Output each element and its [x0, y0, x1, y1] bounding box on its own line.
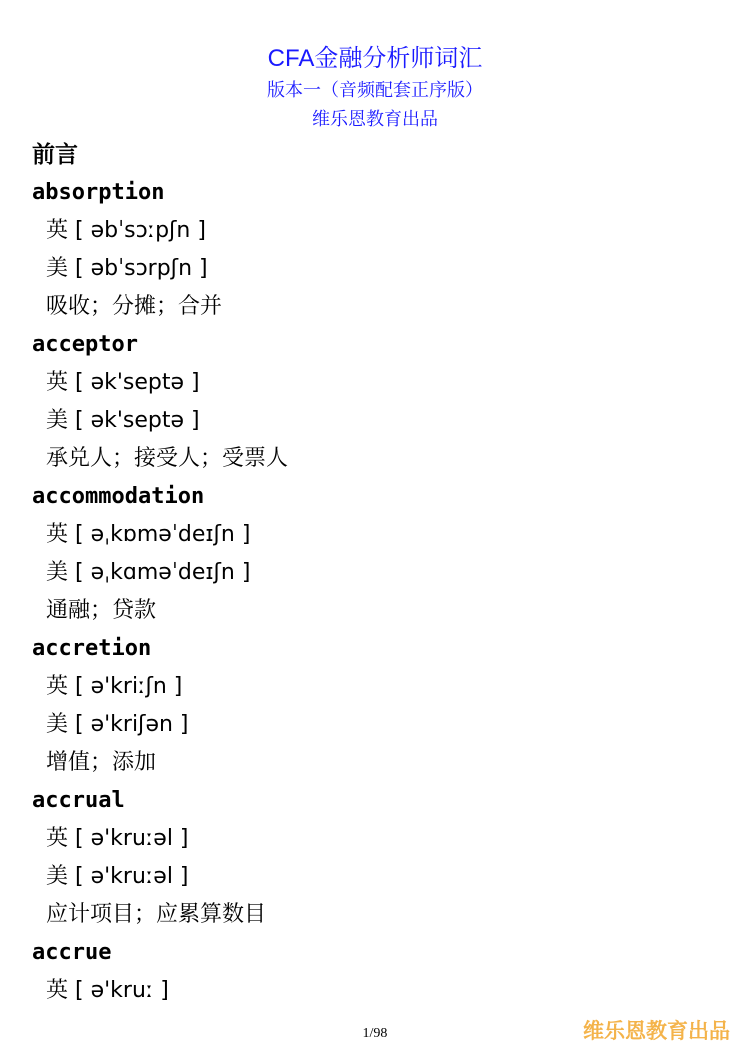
uk-pronunciation: 英 [ ək'septə ] — [46, 370, 200, 395]
vocab-entry — [32, 782, 732, 934]
document-header — [0, 42, 750, 134]
vocab-entry — [32, 174, 732, 326]
publisher-watermark: 维乐恩教育出品 — [583, 1019, 730, 1043]
entry-meaning: 增值；添加 — [46, 750, 157, 775]
preface-heading: 前言 — [32, 142, 78, 168]
uk-pronunciation: 英 [ ə'kruː ] — [46, 978, 169, 1003]
entry-word: acceptor — [32, 332, 138, 357]
uk-pronunciation: 英 [ əˌkɒməˈdeɪʃn ] — [46, 522, 251, 547]
vocab-entry — [32, 478, 732, 630]
us-pronunciation: 美 [ ə'kriʃən ] — [46, 712, 189, 737]
entry-word: absorption — [32, 180, 165, 205]
us-pronunciation: 美 [ ə'kruːəl ] — [46, 864, 189, 889]
us-pronunciation: 美 [ əbˈsɔrpʃn ] — [46, 256, 208, 281]
uk-pronunciation: 英 [ ə'kruːəl ] — [46, 826, 189, 851]
entry-word: accretion — [32, 636, 152, 661]
uk-pronunciation: 英 [ ə'kriːʃn ] — [46, 674, 183, 699]
entry-meaning: 承兑人；接受人；受票人 — [46, 446, 289, 471]
uk-pronunciation: 英 [ əbˈsɔːpʃn ] — [46, 218, 206, 243]
document-title: CFA金融分析师词汇 — [267, 45, 483, 72]
us-pronunciation: 美 [ ək'septə ] — [46, 408, 200, 433]
publisher-line: 维乐恩教育出品 — [312, 109, 438, 130]
page-number: 1/98 — [362, 1026, 388, 1041]
vocab-entry — [32, 630, 732, 782]
us-pronunciation: 美 [ əˌkɑməˈdeɪʃn ] — [46, 560, 251, 585]
entry-word: accrue — [32, 940, 112, 965]
entry-meaning: 吸收；分摊；合并 — [46, 294, 223, 319]
entry-meaning: 应计项目；应累算数目 — [46, 902, 267, 927]
vocabulary-list — [32, 174, 732, 1010]
entry-meaning: 通融；贷款 — [46, 598, 157, 623]
entry-word: accommodation — [32, 484, 205, 509]
entry-word: accrual — [32, 788, 125, 813]
vocab-entry — [32, 934, 732, 1010]
document-subtitle: 版本一（音频配套正序版） — [267, 80, 483, 101]
vocab-entry — [32, 326, 732, 478]
